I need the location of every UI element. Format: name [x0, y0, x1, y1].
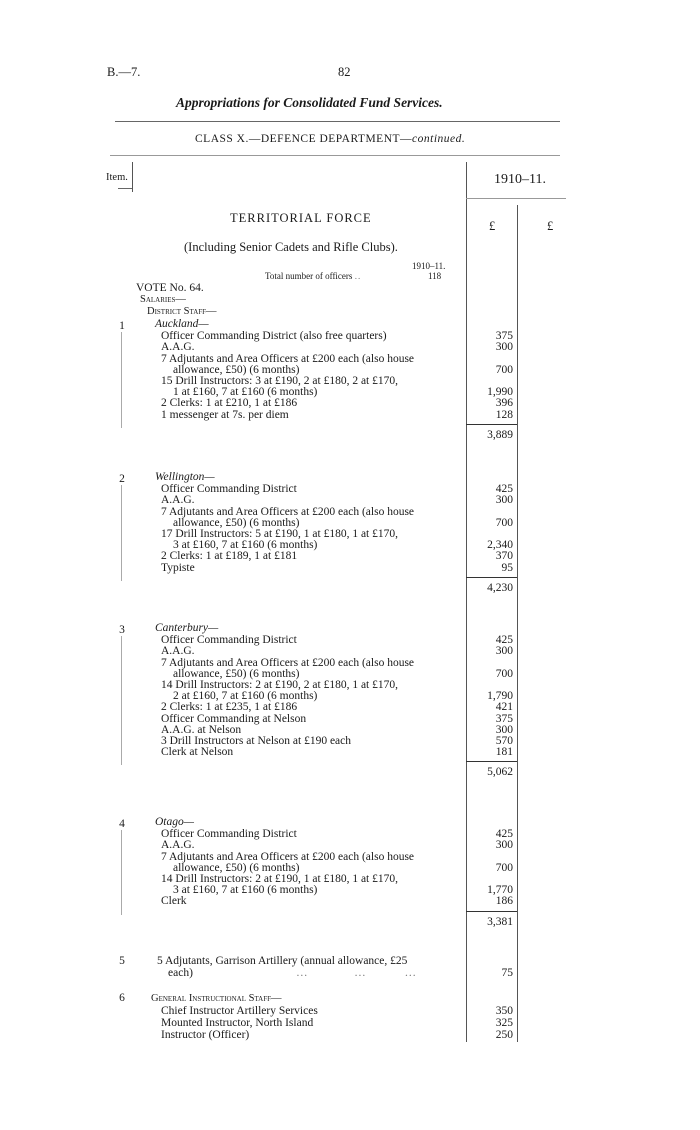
- line-text: Clerk at Nelson: [161, 746, 234, 759]
- class-heading: CLASS X.—DEFENCE DEPARTMENT—continued.: [195, 133, 466, 145]
- line-text: Mounted Instructor, North Island: [161, 1017, 314, 1029]
- line-amount: 1,990: [487, 386, 513, 399]
- general-staff-heading: General Instructional Staff—: [151, 993, 282, 1004]
- margin-rule: [121, 332, 122, 428]
- district-total: 5,062: [487, 766, 513, 779]
- subtotal-rule: [466, 424, 517, 425]
- line-text: Officer Commanding District (also free quarters): [161, 330, 387, 343]
- line-text: Officer Commanding District: [161, 828, 297, 841]
- line-text: A.A.G.: [161, 341, 195, 354]
- line-text: 3 Drill Instructors at Nelson at £190 each: [161, 735, 352, 747]
- line-text: 7 Adjutants and Area Officers at £200 each (also house: [161, 656, 415, 669]
- line-amount: 370: [495, 550, 513, 563]
- line-amount: 421: [495, 701, 513, 714]
- line-text: 7 Adjutants and Area Officers at £200 each (also house: [161, 505, 415, 518]
- line-amount: 1,770: [487, 884, 513, 897]
- line-text: allowance, £50) (6 months): [173, 667, 300, 680]
- line-text: each) ... ... ...: [168, 967, 417, 979]
- line-amount: 128: [495, 408, 513, 421]
- line-amount: 300: [495, 494, 513, 507]
- line-amount: 375: [495, 330, 513, 343]
- rule-under-year: [466, 198, 566, 199]
- subtotal-rule: [466, 911, 517, 912]
- vote-number: VOTE No. 64.: [136, 282, 204, 294]
- line-amount: 300: [495, 341, 513, 354]
- line-amount: 181: [495, 746, 513, 759]
- line-amount: 700: [495, 667, 513, 680]
- item-number: 6: [119, 992, 125, 1004]
- line-amount: 700: [495, 516, 513, 529]
- item-number: 3: [119, 624, 125, 636]
- line-text: 5 Adjutants, Garrison Artillery (annual allowance, £25: [157, 955, 408, 967]
- line-text: 2 Clerks: 1 at £189, 1 at £181: [161, 550, 298, 563]
- page-number: 82: [338, 65, 351, 79]
- line-text: allowance, £50) (6 months): [173, 861, 300, 874]
- officers-label: Total number of officers ..: [265, 271, 362, 281]
- subtotal-rule: [466, 577, 517, 578]
- district-staff-heading: District Staff—: [147, 306, 217, 317]
- line-amount: 425: [495, 634, 513, 647]
- line-text: A.A.G.: [161, 839, 195, 852]
- item-number: 5: [119, 955, 125, 967]
- line-text: A.A.G. at Nelson: [161, 723, 242, 736]
- line-amount: 300: [495, 839, 513, 852]
- line-amount: 700: [495, 363, 513, 376]
- item-underline: [118, 188, 132, 189]
- line-text: allowance, £50) (6 months): [173, 363, 300, 376]
- line-text: Officer Commanding District: [161, 483, 297, 496]
- line-text: 14 Drill Instructors: 2 at £190, 2 at £180, 1 at £170,: [161, 679, 398, 691]
- line-text: Chief Instructor Artillery Services: [161, 1005, 318, 1017]
- item-number: 1: [119, 320, 125, 332]
- line-text: 7 Adjutants and Area Officers at £200 each (also house: [161, 850, 415, 863]
- line-amount: 186: [495, 895, 513, 908]
- line-amount: 2,340: [487, 539, 513, 552]
- line-amount: 350: [495, 1005, 513, 1017]
- line-text: 15 Drill Instructors: 3 at £190, 2 at £180, 2 at £170,: [161, 375, 398, 387]
- officers-count: 118: [428, 271, 442, 281]
- line-text: 3 at £160, 7 at £160 (6 months): [173, 884, 318, 897]
- line-text: 7 Adjutants and Area Officers at £200 each (also house: [161, 352, 415, 365]
- line-amount: 570: [495, 735, 513, 747]
- line-text: Officer Commanding District: [161, 634, 297, 647]
- line-text: Clerk: [161, 895, 187, 908]
- document-reference: B.—7.: [107, 65, 141, 79]
- line-amount: 300: [495, 645, 513, 658]
- line-amount: 396: [495, 397, 513, 410]
- district-total: 3,381: [487, 915, 513, 928]
- section-subheading: (Including Senior Cadets and Rifle Clubs).: [184, 240, 398, 254]
- line-text: 3 at £160, 7 at £160 (6 months): [173, 539, 318, 552]
- line-amount: 95: [501, 561, 513, 574]
- pound-sign-2: £: [547, 219, 554, 233]
- line-amount: 375: [495, 712, 513, 725]
- line-text: 2 Clerks: 1 at £210, 1 at £186: [161, 397, 298, 410]
- line-amount: 325: [495, 1017, 513, 1029]
- item-column-rule: [132, 162, 133, 192]
- line-text: A.A.G.: [161, 645, 195, 658]
- pound-sign-1: £: [489, 219, 496, 233]
- line-text: 1 at £160, 7 at £160 (6 months): [173, 386, 318, 399]
- salaries-heading: Salaries—: [140, 294, 186, 305]
- rule-under-class: [110, 155, 560, 156]
- line-amount: 425: [495, 828, 513, 841]
- amount-column-rule-middle: [517, 205, 518, 1042]
- line-text: 14 Drill Instructors: 2 at £190, 1 at £180, 1 at £170,: [161, 873, 398, 885]
- line-amount: 700: [495, 861, 513, 874]
- line-text: Typiste: [161, 561, 195, 574]
- line-text: 17 Drill Instructors: 5 at £190, 1 at £180, 1 at £170,: [161, 528, 398, 540]
- line-text: 1 messenger at 7s. per diem: [161, 408, 289, 421]
- line-text: allowance, £50) (6 months): [173, 516, 300, 529]
- margin-rule: [121, 485, 122, 581]
- district-name: Otago—: [155, 816, 194, 828]
- district-name: Canterbury—: [155, 622, 219, 634]
- margin-rule: [121, 830, 122, 915]
- line-text: 2 at £160, 7 at £160 (6 months): [173, 690, 318, 703]
- district-total: 4,230: [487, 581, 513, 594]
- subtotal-rule: [466, 761, 517, 762]
- item-number: 4: [119, 818, 125, 830]
- district-name: Auckland—: [155, 318, 209, 330]
- year-heading: 1910–11.: [494, 172, 546, 187]
- line-text: Instructor (Officer): [161, 1029, 250, 1041]
- line-amount: 1,790: [487, 690, 513, 703]
- item-column-label: Item.: [106, 172, 128, 183]
- line-amount: 300: [495, 723, 513, 736]
- line-amount: 425: [495, 483, 513, 496]
- section-heading: TERRITORIAL FORCE: [230, 211, 372, 225]
- item-number: 2: [119, 473, 125, 485]
- district-name: Wellington—: [155, 471, 215, 483]
- line-amount: 250: [495, 1029, 513, 1041]
- line-amount: 75: [501, 967, 513, 979]
- line-text: Officer Commanding at Nelson: [161, 712, 307, 725]
- page-title: Appropriations for Consolidated Fund Services.: [176, 95, 443, 110]
- officers-year: 1910–11.: [412, 261, 446, 271]
- district-total: 3,889: [487, 428, 513, 441]
- line-text: A.A.G.: [161, 494, 195, 507]
- rule-top: [115, 121, 560, 122]
- margin-rule: [121, 636, 122, 765]
- line-text: 2 Clerks: 1 at £235, 1 at £186: [161, 701, 298, 714]
